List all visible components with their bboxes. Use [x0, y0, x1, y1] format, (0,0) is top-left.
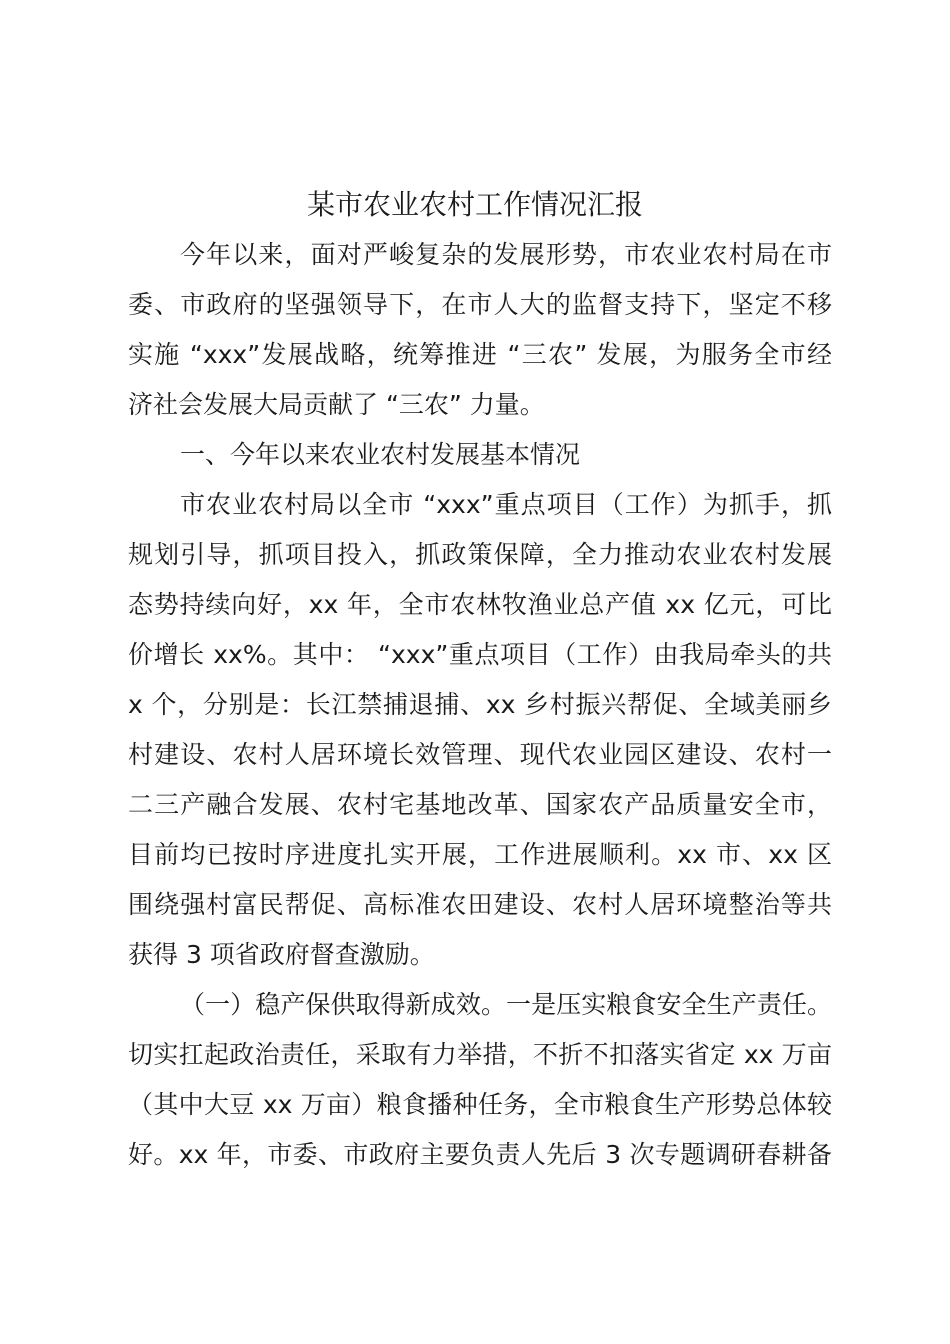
paragraph-line: 二三产融合发展、农村宅基地改革、国家农产品质量安全市， — [128, 790, 832, 819]
paragraph-line: x 个，分别是：长江禁捕退捕、xx 乡村振兴帮促、全域美丽乡 — [128, 690, 832, 719]
paragraph-line: 委、市政府的坚强领导下，在市人大的监督支持下，坚定不移 — [128, 290, 832, 319]
document-title: 某市农业农村工作情况汇报 — [306, 188, 643, 221]
paragraph-line: 村建设、农村人居环境长效管理、现代农业园区建设、农村一 — [128, 740, 832, 769]
paragraph-line: 市农业农村局以全市 “xxx”重点项目（工作）为抓手，抓 — [180, 490, 832, 519]
paragraph-line: 价增长 xx%。其中： “xxx”重点项目（工作）由我局牵头的共 — [128, 640, 832, 669]
paragraph-line: 好。xx 年，市委、市政府主要负责人先后 3 次专题调研春耕备 — [128, 1140, 832, 1169]
paragraph-line: 实施 “xxx”发展战略，统筹推进 “三农” 发展，为服务全市经 — [128, 340, 832, 369]
paragraph-line: （一）稳产保供取得新成效。一是压实粮食安全生产责任。 — [180, 990, 832, 1019]
paragraph-line: 济社会发展大局贡献了 “三农” 力量。 — [128, 390, 545, 419]
paragraph-line: 围绕强村富民帮促、高标准农田建设、农村人居环境整治等共 — [128, 890, 832, 919]
paragraph-line: （其中大豆 xx 万亩）粮食播种任务，全市粮食生产形势总体较 — [128, 1090, 832, 1119]
paragraph-line: 获得 3 项省政府督查激励。 — [128, 940, 435, 969]
section-heading: 一、今年以来农业农村发展基本情况 — [180, 440, 581, 469]
paragraph-line: 今年以来，面对严峻复杂的发展形势，市农业农村局在市 — [180, 240, 832, 269]
paragraph-line: 规划引导，抓项目投入，抓政策保障，全力推动农业农村发展 — [128, 540, 832, 569]
paragraph-line: 目前均已按时序进度扎实开展，工作进展顺利。xx 市、xx 区 — [128, 840, 832, 869]
paragraph-line: 态势持续向好，xx 年，全市农林牧渔业总产值 xx 亿元，可比 — [128, 590, 832, 619]
paragraph-line: 切实扛起政治责任，采取有力举措，不折不扣落实省定 xx 万亩 — [128, 1040, 832, 1069]
